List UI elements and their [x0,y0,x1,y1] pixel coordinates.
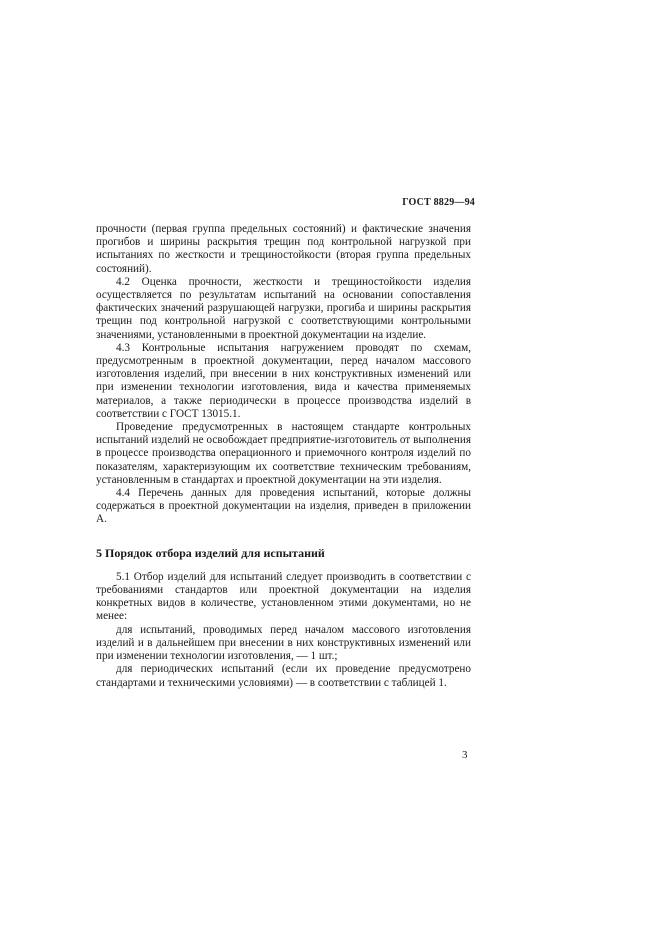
page-body [96,223,471,690]
paragraph-continuation: прочности (первая группа предельных состояний) и фактические значения прогибов и ширины раскрытия трещин под контрольной нагрузкой при испытаниях по жесткости и трещиностойкости (вторая группа предельных состояний). [96,223,471,275]
paragraph-4-4: 4.4 Перечень данных для проведения испытаний, которые должны содержаться в проектной документации на изделия, приведен в приложении А. [96,487,471,526]
document-code: ГОСТ 8829—94 [402,197,475,208]
page-number: 3 [462,749,468,761]
paragraph-periodic-tests: для периодических испытаний (если их проведение предусмотрено стандартами и техническими условиями) — в соответствии с таблицей 1. [96,663,471,689]
paragraph-5-1: 5.1 Отбор изделий для испытаний следует производить в соответствии с требованиями стандартов или проектной документации на изделия конкретных видов в количестве, установленном этими документами, но не менее: [96,570,471,623]
section-5-heading: 5 Порядок отбора изделий для испытаний [96,545,325,560]
paragraph-mass-production: для испытаний, проводимых перед началом массового изготовления изделий и в дальнейшем при внесении в них конструктивных изменений или при изменении технологии изготовления, — 1 шт.; [96,623,471,663]
paragraph-4-3: 4.3 Контрольные испытания нагружением проводят по схемам, предусмотренным в проектной документации, перед началом массового изготовления изделий, при внесении в них конструктивных изменений или при изменении технологии изготовления, вида и качества применяемых материалов, а также периодически в процессе производства изделий в соответствии с ГОСТ 13015.1. [96,341,471,420]
paragraph-control-testing: Проведение предусмотренных в настоящем стандарте контрольных испытаний изделий не освобождает предприятие-изготовитель от выполнения в процессе производства операционного и приемочного контроля изделий по показателям, характеризующим их соответствие техническим требованиям, установленным в стандартах и проектной документации на эти изделия. [96,421,471,486]
paragraph-4-2: 4.2 Оценка прочности, жесткости и трещиностойкости изделия осуществляется по результатам испытаний на основании сопоставления фактических значений разрушающей нагрузки, прогиба и ширины раскрытия трещин под контрольной нагрузкой с соответствующими контрольными значениями, установленными в проектной документации на изделие. [96,275,471,341]
